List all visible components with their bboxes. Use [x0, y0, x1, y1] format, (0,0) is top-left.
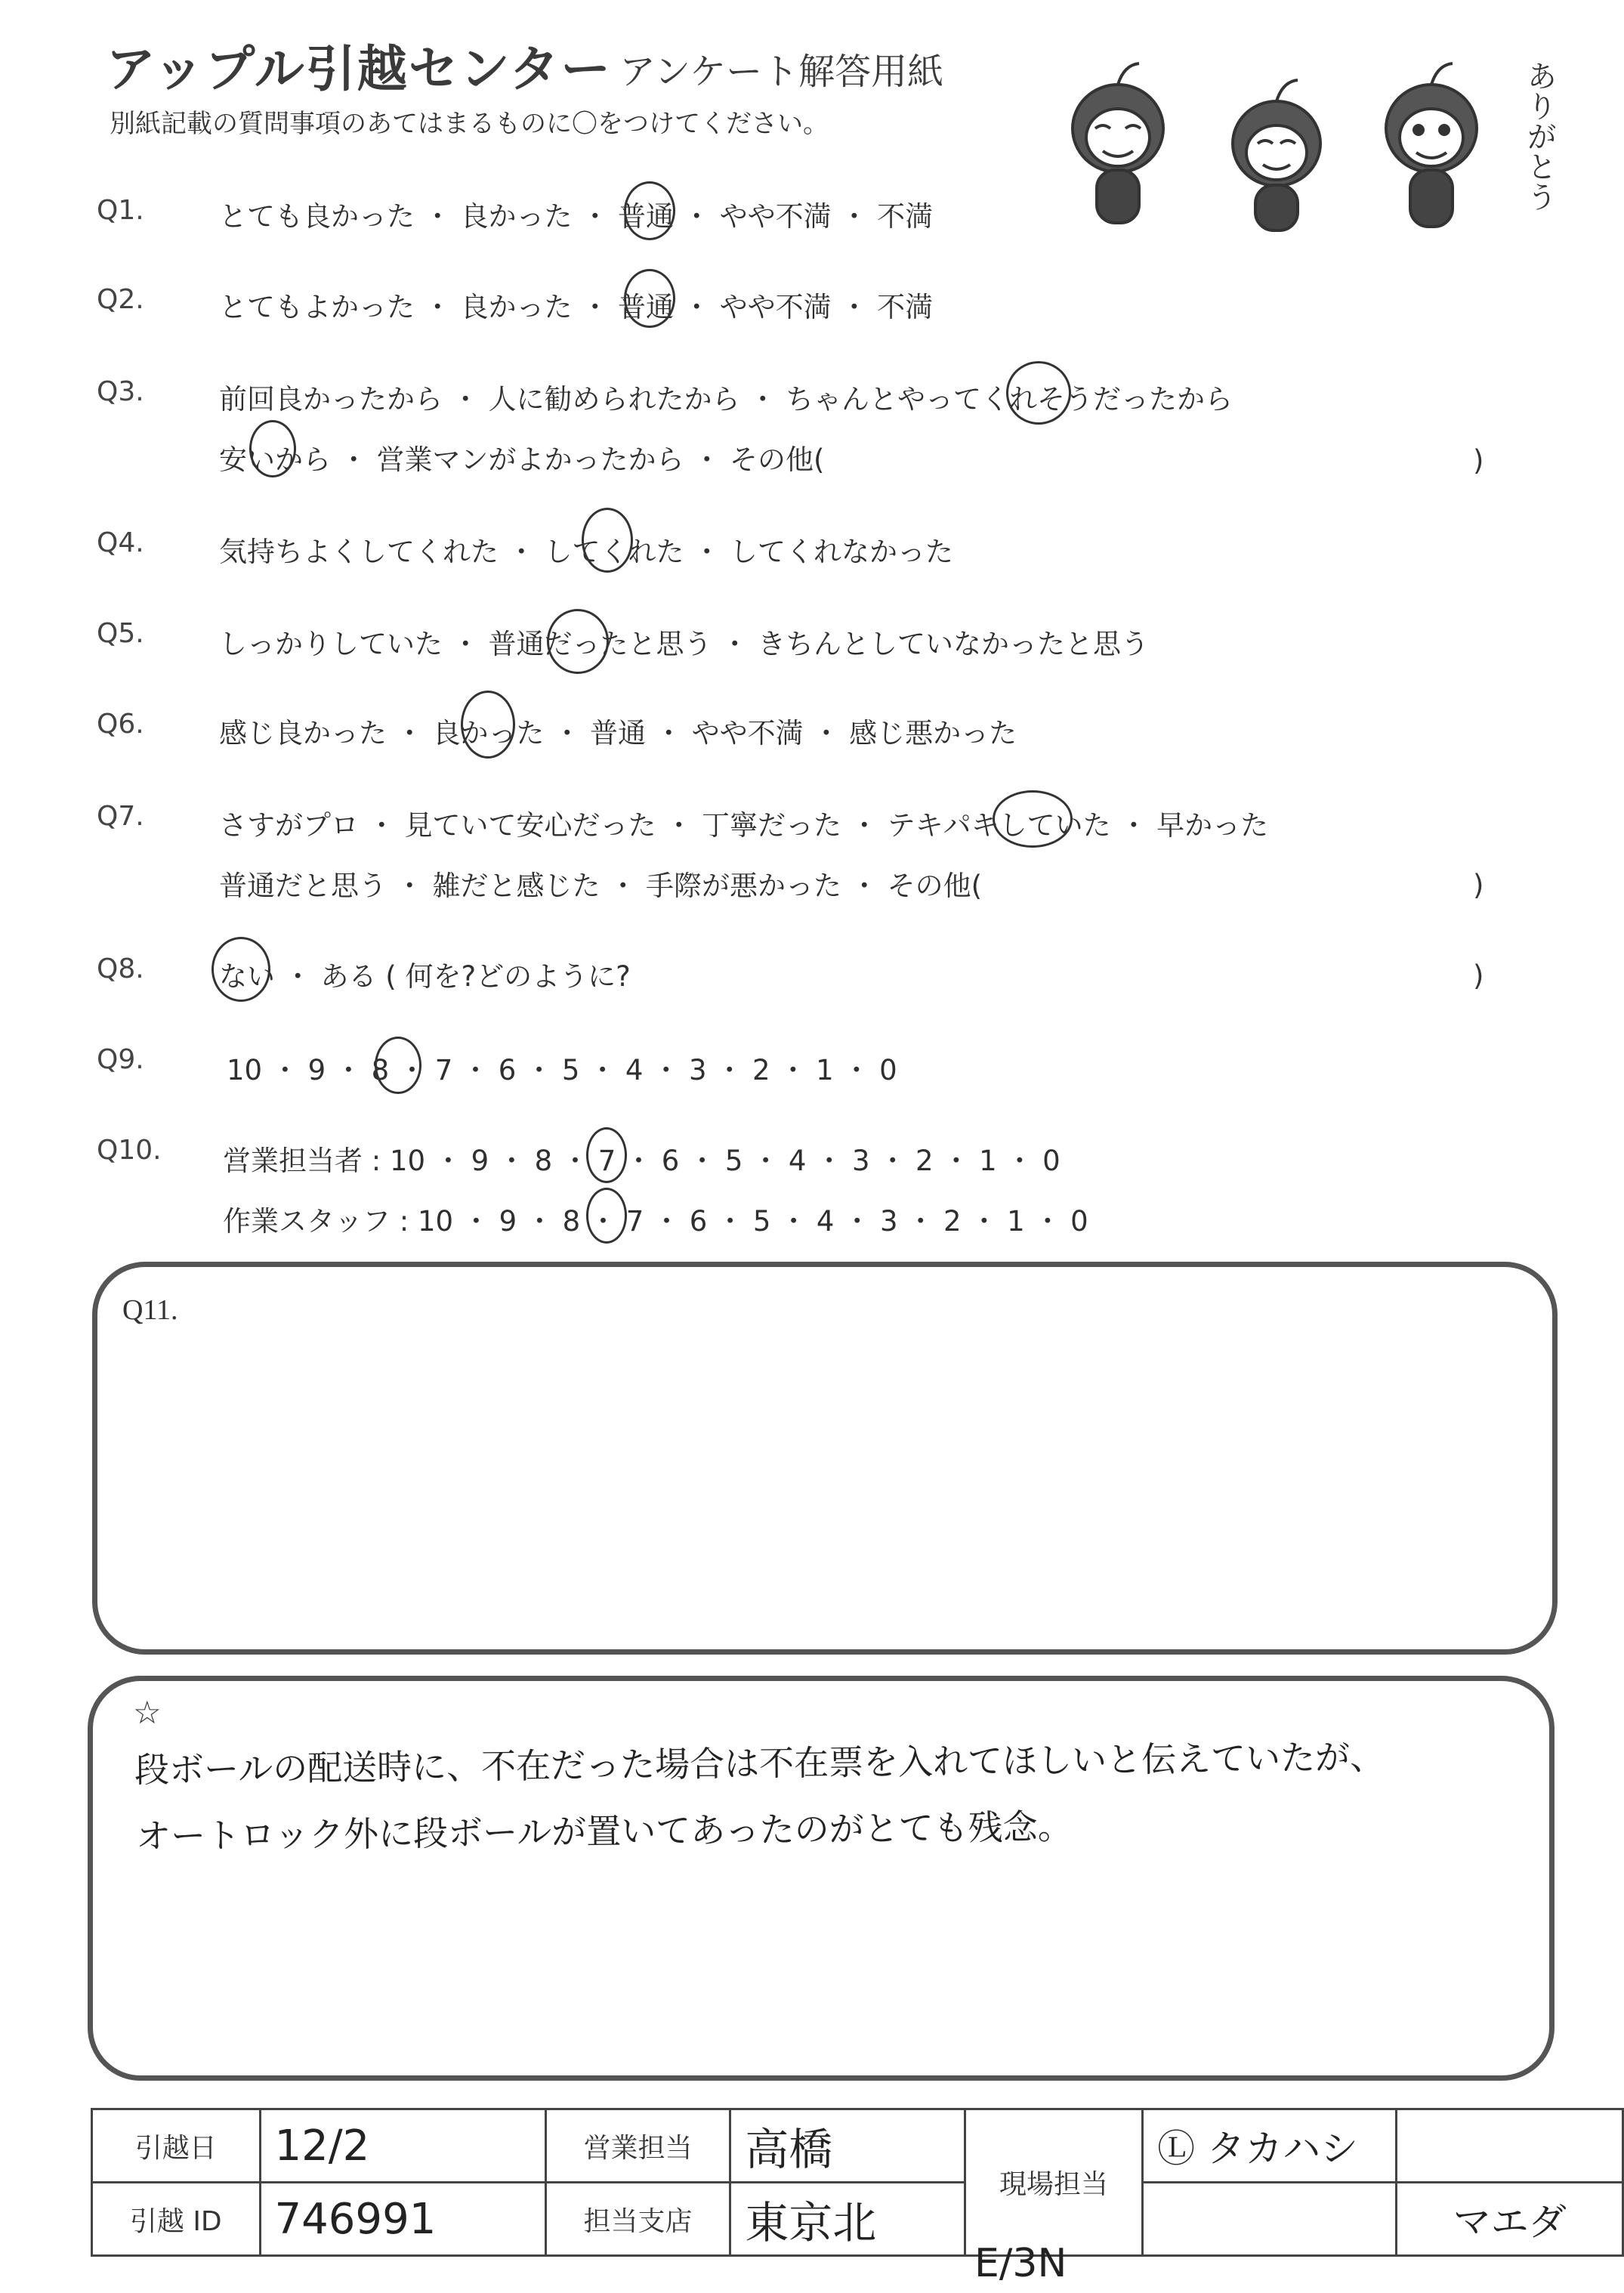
- q10-sales-answer-circle: [586, 1127, 627, 1183]
- site-staff-value-2: マエダ: [1397, 2183, 1623, 2256]
- footer-info-table: [91, 2108, 1624, 2257]
- q11-label: Q11.: [122, 1294, 178, 1326]
- q9-scale: 10 ・ 9 ・ 8 ・ 7 ・ 6 ・ 5 ・ 4 ・ 3 ・ 2 ・ 1 ・ 0: [227, 1054, 897, 1086]
- mascot-illustration: [1050, 45, 1533, 242]
- q6-answer-circle: [461, 691, 515, 759]
- sales-rep-value: 高橋: [730, 2109, 965, 2183]
- q8-label: Q8.: [97, 953, 144, 984]
- q4-options: 気持ちよくしてくれた ・ してくれた ・ してくれなかった: [219, 536, 954, 568]
- footer-code: E/3N: [974, 2241, 1067, 2286]
- comment-star-icon: ☆: [133, 1694, 162, 1731]
- q4-answer-circle: [582, 508, 633, 573]
- q2-label: Q2.: [97, 284, 144, 315]
- q7-close-paren: ): [1473, 869, 1484, 901]
- q3-close-paren: ): [1473, 444, 1484, 477]
- q8-close-paren: ): [1473, 960, 1484, 992]
- q8-options: ない ・ ある ( 何を?どのように?: [219, 960, 631, 993]
- mascot-thanks-text: ありがとう: [1522, 60, 1557, 212]
- q5-options: しっかりしていた ・ 普通だったと思う ・ きちんとしていなかったと思う: [219, 628, 1150, 660]
- q3-options-line2: 安いから ・ 営業マンがよかったから ・ その他(: [219, 443, 825, 476]
- q8-answer-circle: [211, 937, 270, 1002]
- site-staff-empty-cell: [1397, 2109, 1623, 2183]
- q7-options-line2: 普通だと思う ・ 雑だと感じた ・ 手際が悪かった ・ その他(: [219, 870, 983, 902]
- q10-label: Q10.: [97, 1135, 162, 1166]
- q6-options: 感じ良かった ・ 良かった ・ 普通 ・ やや不満 ・ 感じ悪かった: [219, 717, 1017, 749]
- q7-answer-circle: [993, 790, 1073, 848]
- site-staff-empty-cell-2: [1143, 2183, 1397, 2256]
- q3-options-line1: 前回良かったから ・ 人に勧められたから ・ ちゃんとやってくれそうだったから: [219, 383, 1233, 416]
- branch-label: 担当支店: [545, 2183, 730, 2256]
- q5-label: Q5.: [97, 618, 144, 649]
- q1-options: とても良かった ・ 良かった ・ 普通 ・ やや不満 ・ 不満: [219, 200, 934, 233]
- move-id-label: 引越 ID: [92, 2183, 261, 2256]
- branch-value: 東京北: [730, 2183, 965, 2256]
- move-id-value: 746991: [260, 2183, 545, 2256]
- survey-title: アップル引越センター: [106, 40, 613, 98]
- q3-label: Q3.: [97, 376, 144, 407]
- q2-answer-circle: [624, 269, 675, 328]
- q10-staff-answer-circle: [586, 1188, 627, 1244]
- q7-options-line1: さすがプロ ・ 見ていて安心だった ・ 丁寧だった ・ テキパキしていた ・ 早かった: [219, 809, 1269, 842]
- q7-label: Q7.: [97, 801, 144, 832]
- q10-sales-scale: 営業担当者 : 10 ・ 9 ・ 8 ・ 7 ・ 6 ・ 5 ・ 4 ・ 3 ・ 2 ・ 1 ・ 0: [223, 1145, 1061, 1177]
- move-date-label: 引越日: [92, 2109, 261, 2183]
- q5-answer-circle: [547, 609, 609, 674]
- q1-label: Q1.: [97, 195, 144, 226]
- q10-staff-scale: 作業スタッフ : 10 ・ 9 ・ 8 ・ 7 ・ 6 ・ 5 ・ 4 ・ 3 ・ 2 ・ 1 ・ 0: [223, 1205, 1088, 1238]
- q1-answer-circle: [624, 181, 675, 240]
- q9-label: Q9.: [97, 1044, 144, 1075]
- q3-answer-circle-1: [1006, 361, 1071, 425]
- sales-rep-label: 営業担当: [545, 2109, 730, 2183]
- q6-label: Q6.: [97, 709, 144, 740]
- q4-label: Q4.: [97, 527, 144, 558]
- q11-answer-box: [92, 1262, 1558, 1655]
- comment-line-2: オートロック外に段ボールが置いてあったのがとても残念。: [135, 1806, 1073, 1857]
- survey-subtitle: アンケート解答用紙: [619, 51, 944, 93]
- q2-options: とてもよかった ・ 良かった ・ 普通 ・ やや不満 ・ 不満: [219, 291, 934, 323]
- comment-line-1: 段ボールの配送時に、不在だった場合は不在票を入れてほしいと伝えていたが、: [134, 1736, 1385, 1791]
- instruction-text: 別紙記載の質問事項のあてはまるものに〇をつけてください。: [110, 109, 829, 139]
- site-staff-value-1: Ⓛ タカハシ: [1143, 2109, 1397, 2183]
- site-staff-label: 現場担当: [965, 2109, 1142, 2256]
- q3-answer-circle-2: [249, 420, 296, 477]
- q9-answer-circle: [375, 1037, 421, 1094]
- move-date-value: 12/2: [260, 2109, 545, 2183]
